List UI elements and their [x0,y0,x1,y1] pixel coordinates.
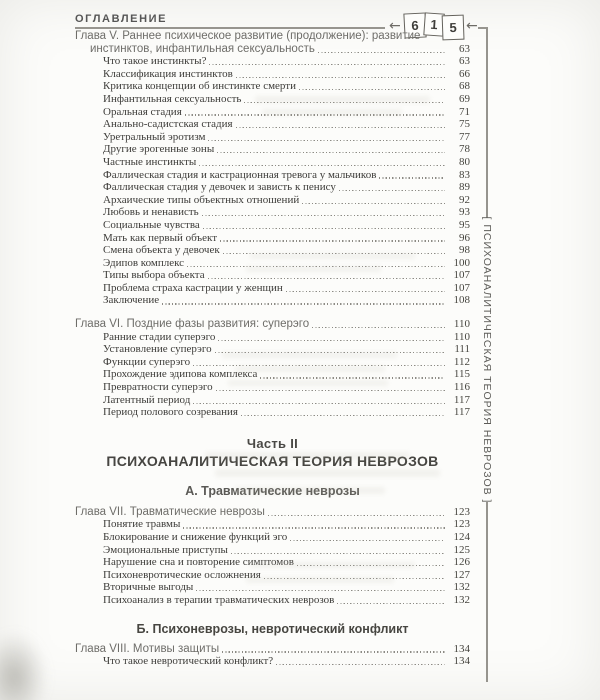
page-number: 96 [459,231,470,244]
toc-entry-row [75,181,470,194]
page-number: 63 [459,42,470,55]
part-title-heading: ПСИХОАНАЛИТИЧЕСКАЯ ТЕОРИЯ НЕВРОЗОВ [106,452,439,469]
toc-entry-label: Глава VIII. Мотивы защиты [75,642,220,655]
bleed-through [235,487,385,494]
dot-leader [379,177,445,178]
toc-entry-label: Функции суперэго [103,355,191,368]
toc-entry-label: Социальные чувства [103,218,200,231]
page-number: 100 [453,256,470,269]
dot-leader [276,664,445,665]
header-rule [75,27,385,29]
page-number: 107 [453,269,470,282]
toc-entry-label: Глава VI. Поздние фазы развития: суперэго [75,318,310,331]
scan-corner-shadow [0,632,47,700]
toc-entry-label: Оральная стадия [103,105,182,118]
page-number: 75 [459,118,470,131]
page-number: 124 [453,531,470,543]
toc-entry-row [75,219,470,232]
toc-entry-row [75,68,470,81]
toc-entry-row [75,169,470,182]
toc-entry-label: Период полового созревания [103,406,238,419]
page-number: 123 [453,518,470,531]
dot-leader [208,140,445,141]
bleed-through [246,266,381,272]
bleed-through [235,366,385,372]
dot-leader [268,515,445,516]
page-number: 68 [459,80,470,93]
toc-entry-label: Классификация инстинктов [103,67,233,80]
page-number: 117 [453,406,470,419]
toc-chapter-row [75,643,470,656]
toc-entry-label: Блокирование и снижение функций эго [103,531,288,543]
page-number-digit: 6 [403,12,426,38]
toc-entry-row [75,206,470,219]
page-number: 80 [459,155,470,168]
toc-entry-row [75,143,470,156]
table-of-contents [75,30,470,668]
section-heading: А. Травматические неврозы [185,483,360,498]
dot-leader [337,603,445,604]
bleed-through [205,452,410,460]
dot-leader [339,190,445,191]
bleed-through [250,562,415,568]
page-number: 93 [459,206,470,219]
page-number: 83 [459,168,470,181]
dot-leader [260,377,445,378]
toc-entry-label: Эмоциональные приступы [103,543,228,556]
toc-entry-row [75,282,470,295]
part-heading: Часть II [246,435,299,451]
toc-entry-label: Инфантильная сексуальность [103,92,242,105]
page-number: 92 [459,193,470,206]
toc-entry-row [75,655,470,668]
page-number: 111 [454,343,470,356]
sidebar-book-title: [ ПСИХОАНАЛИТИЧЕСКАЯ ТЕОРИЯ НЕВРОЗОВ ] [479,218,496,502]
bleed-through [262,109,402,115]
page-number: 132 [453,581,470,594]
toc-entry-label: Что такое инстинкты? [103,55,207,68]
toc-entry-row [75,581,470,594]
toc-entry-label: Психоанализ в терапии травматических неврозов [103,593,335,606]
dot-leader [217,152,445,153]
page-number: 123 [453,505,470,518]
page-number: 108 [453,294,470,307]
dot-leader [218,340,445,341]
toc-entry-label: Другие эрогенные зоны [103,143,215,156]
page-number: 134 [453,642,470,655]
page-header-title: ОГЛАВЛЕНИЕ [75,13,168,25]
page-number: 134 [453,655,470,668]
toc-entry-label: Смена объекта у девочек [103,244,220,257]
arrow-left-icon: ← [466,18,478,34]
dot-leader [241,415,445,416]
toc-entry-label: Анально-садистская стадия [103,118,233,131]
dot-leader [193,403,445,404]
toc-entry-label: инстинктов, инфантильная сексуальность [90,42,315,55]
dot-leader [312,327,445,328]
page-number: 115 [453,368,470,381]
arrow-left-icon: ← [389,18,401,34]
toc-entry-label: Глава VII. Травматические неврозы [75,505,265,518]
dot-leader [236,127,445,128]
toc-entry-row [75,232,470,245]
toc-entry-label: Ранние стадии суперэго [103,330,216,343]
toc-entry-label: Нарушение сна и повторение симптомов [103,556,294,569]
toc-entry-label: Заключение [103,294,160,307]
toc-entry-label: Фаллическая стадия у девочек и зависть к пенису [103,181,336,194]
bleed-through [250,253,415,259]
dot-leader [318,52,445,53]
page-number: 112 [453,355,470,368]
toc-chapter-row [75,30,470,43]
toc-chapter-row [75,43,470,56]
bleed-through [222,352,397,358]
toc-entry-label: Мать как первый объект [103,231,217,244]
page-number: 117 [453,393,470,406]
page-number: 126 [453,556,470,569]
dot-leader [202,215,445,216]
toc-entry-label: Прохождение эдипова комплекса [103,368,258,381]
page-number: 89 [459,181,470,194]
toc-entry-row [75,194,470,207]
toc-chapter-row [75,318,470,331]
page-number: 77 [459,130,470,143]
dot-leader [162,303,445,304]
page-number: 125 [453,543,470,556]
dot-leader [209,64,445,65]
dot-leader [236,77,445,78]
page-number: 110 [453,330,470,343]
toc-entry-label: Вторичные выгоды [103,581,194,594]
page-number: 63 [459,55,470,68]
section-heading: Б. Психоневрозы, невротический конфликт [136,621,409,636]
dot-leader [290,540,445,541]
bleed-through [215,469,440,477]
page-number: 110 [453,318,470,331]
toc-entry-label: Эдипов комплекс [103,256,185,269]
page-number: 127 [453,568,470,581]
page-number: 107 [453,281,470,294]
dot-leader [286,291,445,292]
toc-entry-label: Глава V. Раннее психическое развитие (продолжение): развитие [75,30,421,42]
page-number: 71 [459,105,470,118]
toc-entry-label: Проблема страха кастрации у женщин [103,281,283,294]
toc-entry-row [75,594,470,607]
toc-entry-row [75,518,470,531]
toc-entry-row [75,406,470,419]
dot-leader [231,553,445,554]
dot-leader [196,590,445,591]
toc-chapter-row [75,506,470,519]
toc-entry-row [75,294,470,307]
dot-leader [183,527,445,528]
dot-leader [302,203,445,204]
toc-entry-label: Превратности суперэго [103,381,213,394]
page-number: 95 [459,218,470,231]
toc-entry-label: Что такое невротический конфликт? [103,655,274,668]
toc-entry-label: Частные инстинкты [103,155,197,168]
toc-entry-label: Критика концепции об инстинкте смерти [103,80,296,93]
dot-leader [216,390,445,391]
toc-entry-label: Архаические типы объектных отношений [103,193,300,206]
dot-leader [199,165,445,166]
spacer [75,307,470,318]
page-number: 116 [453,381,470,394]
page-number: 78 [459,143,470,156]
dot-leader [222,651,445,652]
toc-entry-label: Понятие травмы [103,518,181,531]
toc-entry-row [75,118,470,131]
bleed-through [255,96,430,103]
dot-leader [208,278,445,279]
page-number-digit: 1 [423,12,445,36]
toc-entry-label: Психоневротические осложнения [103,568,261,581]
bleed-through [246,577,394,583]
page-number: 132 [453,593,470,606]
page-number-digit: 5 [442,15,465,41]
toc-entry-label: Типы выбора объекта [103,269,205,282]
toc-entry-row [75,531,470,544]
toc-entry-label: Латентный период [103,393,191,406]
bleed-through [228,380,388,386]
toc-entry-label: Фаллическая стадия и кастрационная тревога у мальчиков [103,168,377,181]
dot-leader [220,240,445,241]
toc-entry-row [75,131,470,144]
toc-entry-row [75,331,470,344]
toc-entry-label: Установление суперэго [103,343,212,356]
page-number: 69 [459,92,470,105]
toc-entry-label: Любовь и ненависть [103,206,199,219]
dot-leader [203,228,445,229]
toc-entry-label: Уретральный эротизм [103,130,206,143]
page-number: 66 [459,67,470,80]
toc-entry-row [75,156,470,169]
page-number: 98 [459,244,470,257]
toc-entry-row [75,80,470,93]
dot-leader [299,89,445,90]
toc-entry-row [75,394,470,407]
toc-entry-row [75,544,470,557]
toc-entry-row [75,55,470,68]
